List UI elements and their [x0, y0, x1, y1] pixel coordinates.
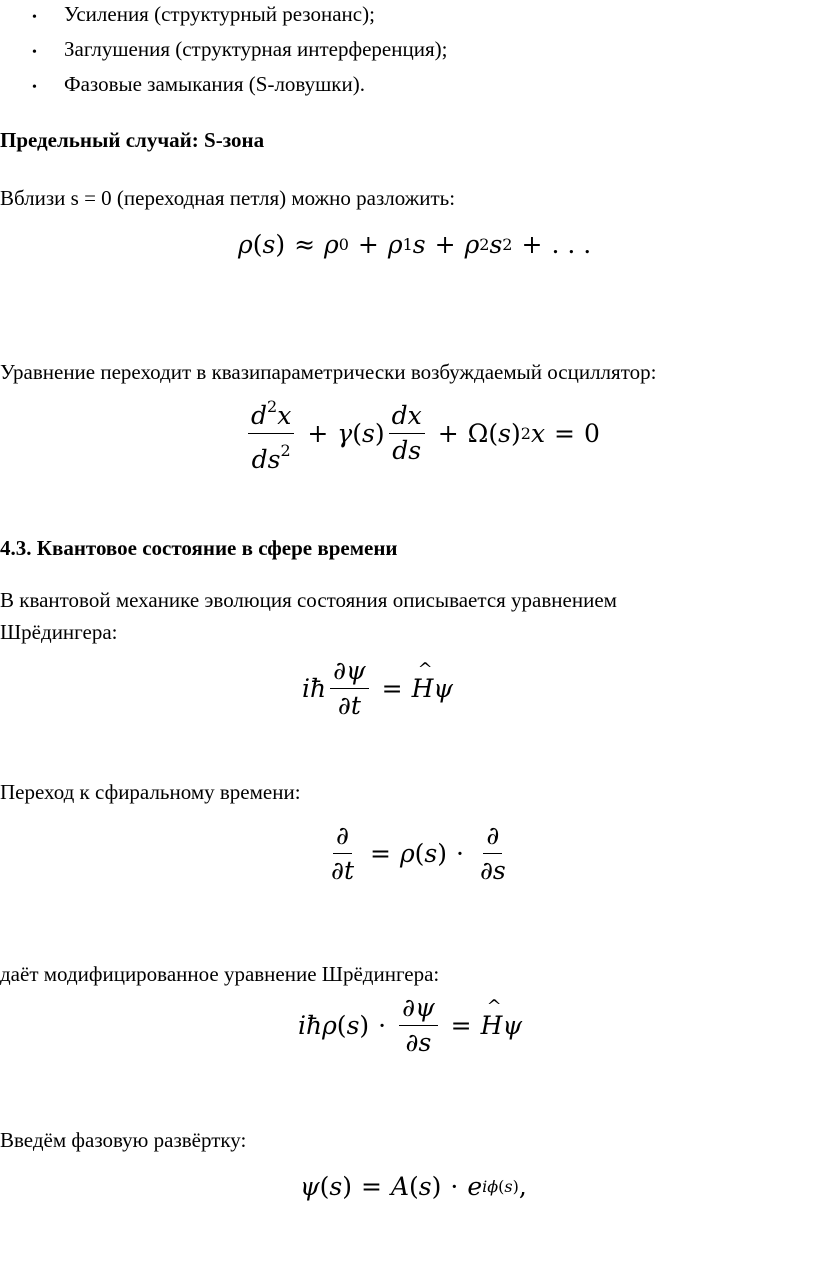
bullet-marker: • — [32, 80, 37, 95]
list-item: Заглушения (структурная интерференция); — [64, 37, 448, 61]
bullet-marker: • — [32, 45, 37, 60]
equation-time-derivative: $\frac{\partial}{\partial t}$ = ρ ( s ) · $\frac{\partial}{\partial s}$ — [331, 820, 506, 885]
section-heading-limit: Предельный случай: S-зона — [0, 128, 265, 152]
paragraph-qm-line2: Шрёдингера: — [0, 620, 118, 644]
paragraph-oscillator: Уравнение переходит в квазипараметрически возбуждаемый осциллятор: — [0, 360, 657, 384]
equation-phase-sweep: ψ ( s ) = A ( s ) · e iϕ(s) , — [300, 1171, 527, 1201]
paragraph-near-zero: Вблизи s = 0 (переходная петля) можно разложить: — [0, 186, 456, 210]
bullet-marker: • — [32, 10, 37, 25]
equation-modified-schrodinger: iħρ ( s ) · $\frac{\partial\psi}{\partial s}$ = ^ H ψ — [298, 990, 522, 1060]
paragraph-qm-line1: В квантовой механике эволюция состояния описывается уравнением — [0, 588, 617, 612]
paragraph-modified-equation: даёт модифицированное уравнение Шрёдингера: — [0, 962, 440, 986]
section-heading-quantum: 4.3. Квантовое состояние в сфере времени — [0, 536, 398, 560]
paragraph-spiral-time: Переход к сфиральному времени: — [0, 780, 301, 804]
list-item: Усиления (структурный резонанс); — [64, 2, 375, 26]
equation-oscillator: $\frac{d^2x}{ds^2}$ + γ ( s ) $\frac{dx}{ds}$ + Ω( s ) 2 x = 0 — [244, 398, 600, 468]
paragraph-phase-sweep: Введём фазовую развёртку: — [0, 1128, 247, 1152]
list-item: Фазовые замыкания (S-ловушки). — [64, 72, 365, 96]
equation-schrodinger: iħ $\frac{\partial\psi}{\partial t}$ = ^ H ψ — [302, 653, 453, 723]
equation-density-expansion: ρ ( s ) ≈ ρ 0 + ρ 1 s + ρ 2 s 2 + . . . — [238, 229, 592, 259]
